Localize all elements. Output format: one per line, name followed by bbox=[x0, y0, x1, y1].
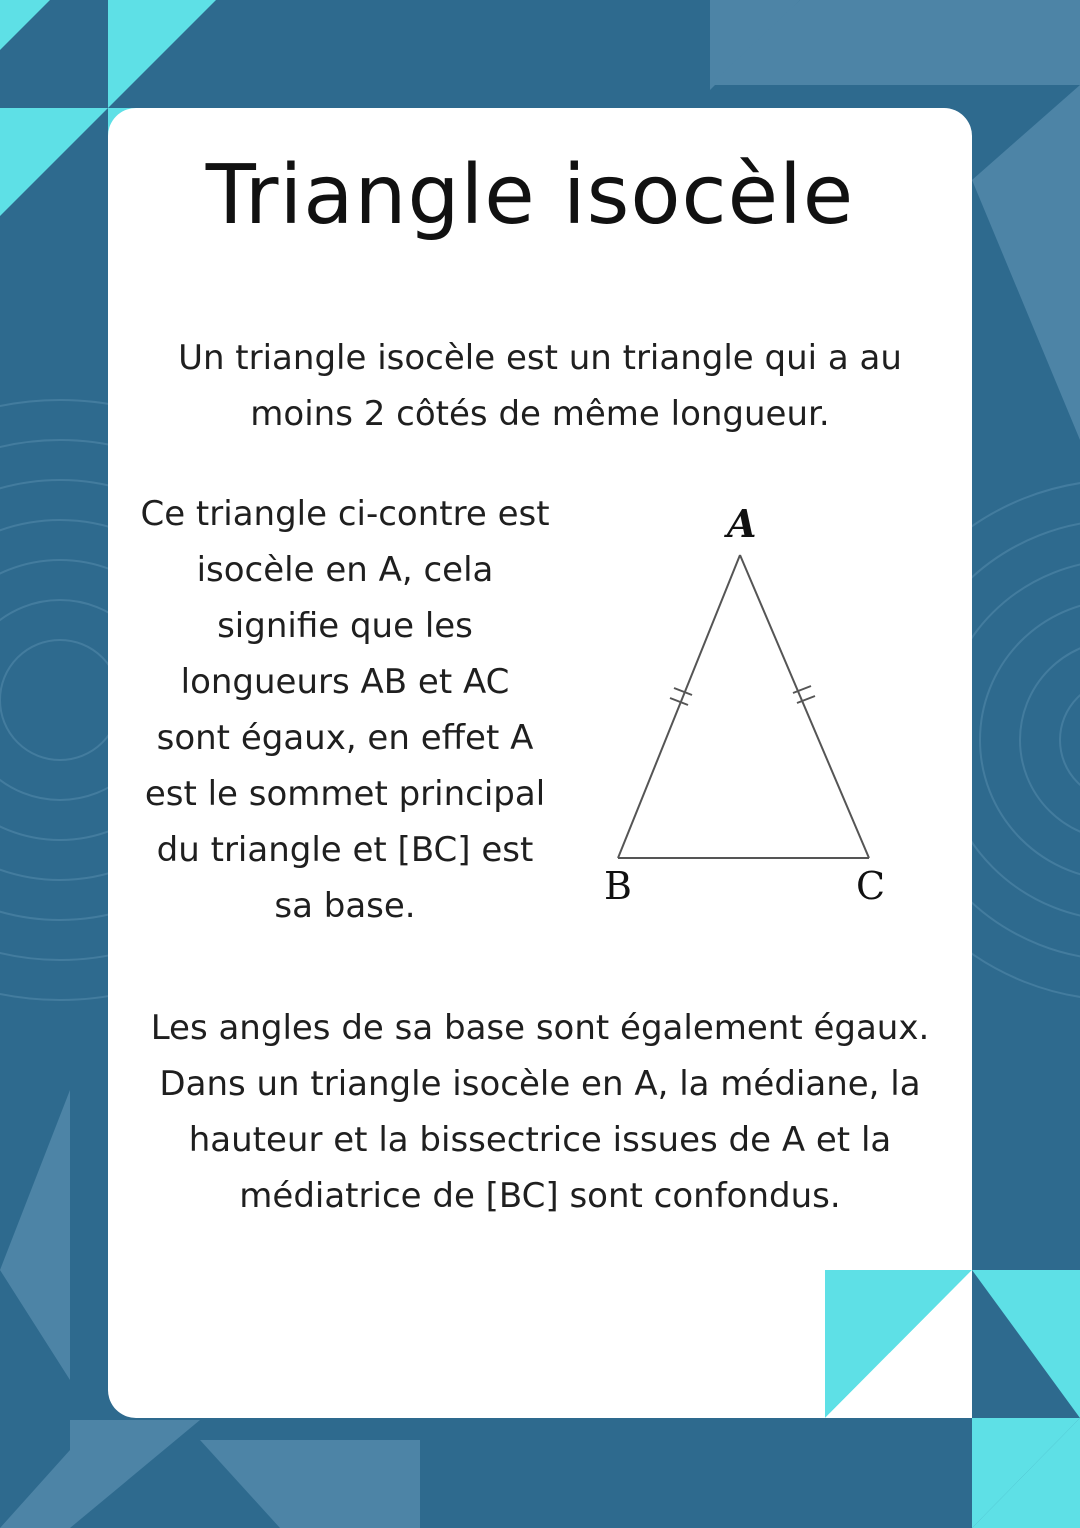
definition-paragraph bbox=[140, 330, 940, 442]
explanation-line: sont égaux, en effet A bbox=[156, 718, 534, 758]
explanation-paragraph bbox=[100, 486, 590, 934]
explanation-line: est le sommet principal bbox=[144, 774, 546, 814]
properties-line: Les angles de sa base sont également égaux. bbox=[150, 1008, 930, 1048]
definition-line: Un triangle isocèle est un triangle qui a au bbox=[178, 338, 902, 378]
explanation-line: Ce triangle ci-contre est bbox=[140, 494, 550, 534]
explanation-line: longueurs AB et AC bbox=[180, 662, 510, 702]
explanation-line: signifie que les bbox=[217, 606, 473, 646]
explanation-line: sa base. bbox=[274, 886, 416, 926]
definition-line: moins 2 côtés de même longueur. bbox=[250, 394, 830, 434]
properties-line: médiatrice de [BC] sont confondus. bbox=[239, 1176, 841, 1216]
properties-line: hauteur et la bissectrice issues de A et la bbox=[188, 1120, 892, 1160]
explanation-line: isocèle en A, cela bbox=[196, 550, 494, 590]
properties-line: Dans un triangle isocèle en A, la médiane, la bbox=[159, 1064, 921, 1104]
explanation-line: du triangle et [BC] est bbox=[156, 830, 534, 870]
properties-paragraph bbox=[100, 1000, 980, 1224]
corner-accent bbox=[825, 1270, 973, 1420]
vertex-label-c: C bbox=[856, 864, 886, 908]
side-ac bbox=[740, 555, 869, 858]
page-title: Triangle isocèle bbox=[205, 148, 855, 243]
vertex-label-a: A bbox=[727, 501, 757, 546]
side-ab bbox=[618, 555, 740, 858]
vertex-label-b: B bbox=[604, 864, 632, 908]
isosceles-triangle-figure bbox=[580, 495, 910, 915]
